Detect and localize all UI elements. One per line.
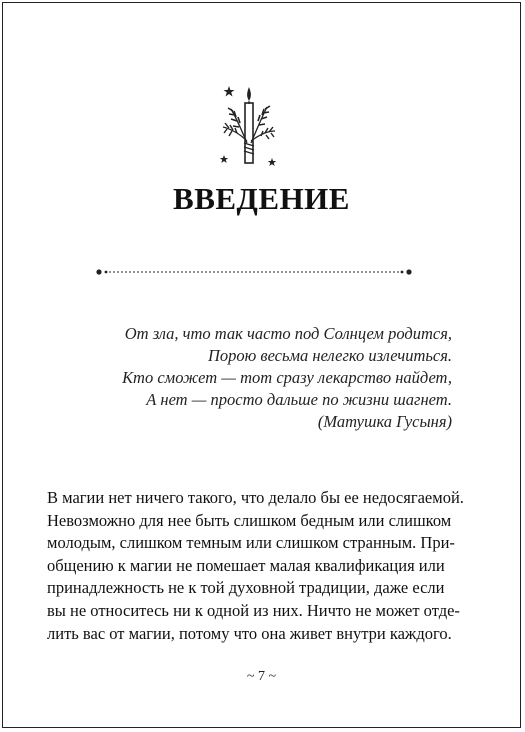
body-line: вы не относитесь ни к одной из них. Ничто не может отде-: [47, 600, 460, 620]
body-line: Невозможно для нее быть слишком бедным или слишком: [47, 510, 452, 530]
body-line: молодым, слишком темным или слишком странным. При-: [47, 533, 455, 553]
dotted-rule-divider: [95, 266, 413, 278]
body-line: лить вас от магии, потому что она живет внутри каждого.: [47, 623, 452, 643]
epigraph-line: От зла, что так часто под Солнцем родится,: [124, 324, 452, 343]
epigraph-line: Порою весьма нелегко излечиться.: [207, 346, 452, 365]
epigraph: [92, 323, 452, 433]
body-paragraph: [47, 487, 471, 645]
epigraph-line: Кто сможет — тот сразу лекарство найдет,: [122, 368, 452, 387]
book-page: [2, 2, 521, 728]
chapter-title: ВВЕДЕНИЕ: [173, 181, 350, 216]
body-line: общению к магии не помешает малая квалификация или: [47, 555, 445, 575]
page-number: ~ 7 ~: [246, 669, 277, 684]
body-line: В магии нет ничего такого, что делало бы ее недосягаемой.: [47, 488, 464, 507]
body-line: принадлежность не к той духовной традиции, даже если: [47, 578, 445, 598]
candle-herbs-icon: [217, 81, 281, 173]
epigraph-attribution: (Матушка Гусыня): [317, 412, 452, 431]
epigraph-line: А нет — просто дальше по жизни шагнет.: [146, 390, 452, 409]
